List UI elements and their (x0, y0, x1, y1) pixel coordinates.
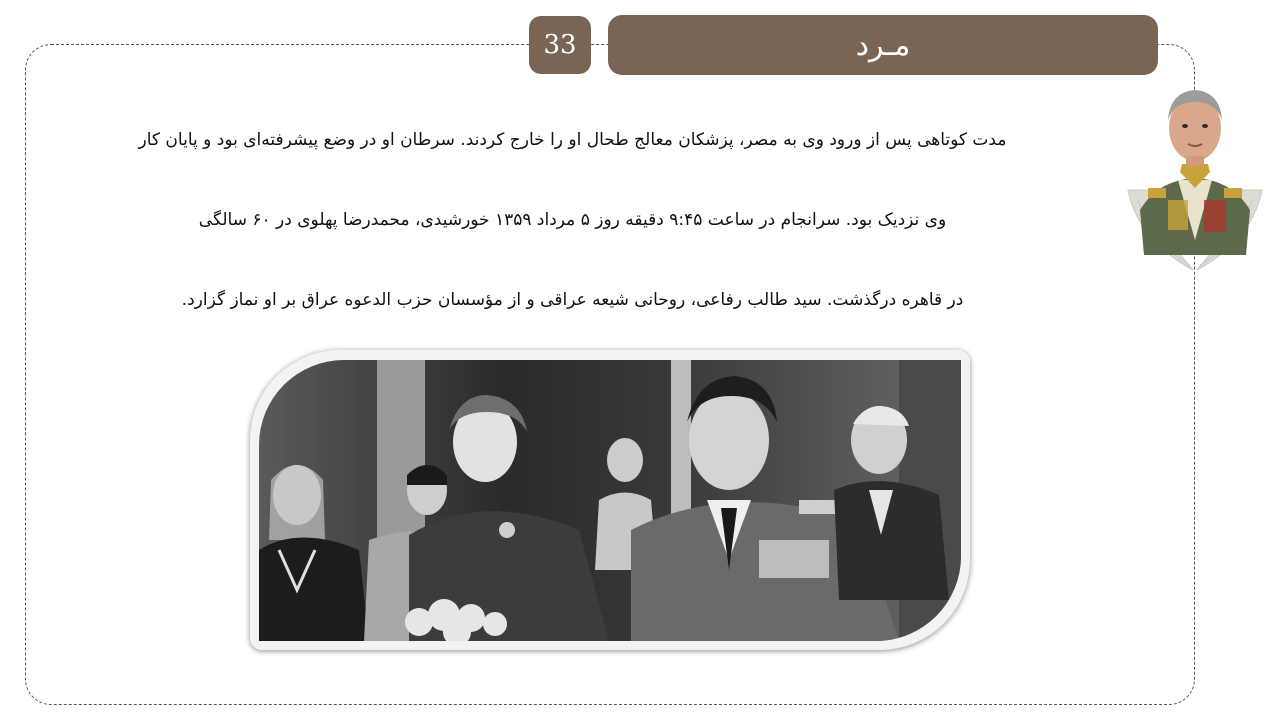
page-title: مـرد (608, 15, 1158, 75)
body-text (40, 100, 1105, 340)
body-line-1: مدت کوتاهی پس از ورود وی به مصر، پزشکان معالج طحال او را خارج کردند. سرطان او در وضع پیشرفته‌ای بود و پایان کار (138, 130, 1007, 150)
page-number: 33 (529, 16, 591, 74)
photo-illustration (259, 360, 961, 641)
group-photo (259, 360, 961, 641)
portrait-image (1118, 80, 1272, 275)
body-line-2: وی نزدیک بود. سرانجام در ساعت ۹:۴۵ دقیقه روز ۵ مرداد ۱۳۵۹ خورشیدی، محمدرضا پهلوی در ۶۰ سالگی (198, 210, 947, 230)
body-line-3: در قاهره درگذشت. سید طالب رفاعی، روحانی شیعه عراقی و از مؤسسان حزب الدعوه عراق بر او نماز گزارد. (181, 290, 964, 310)
